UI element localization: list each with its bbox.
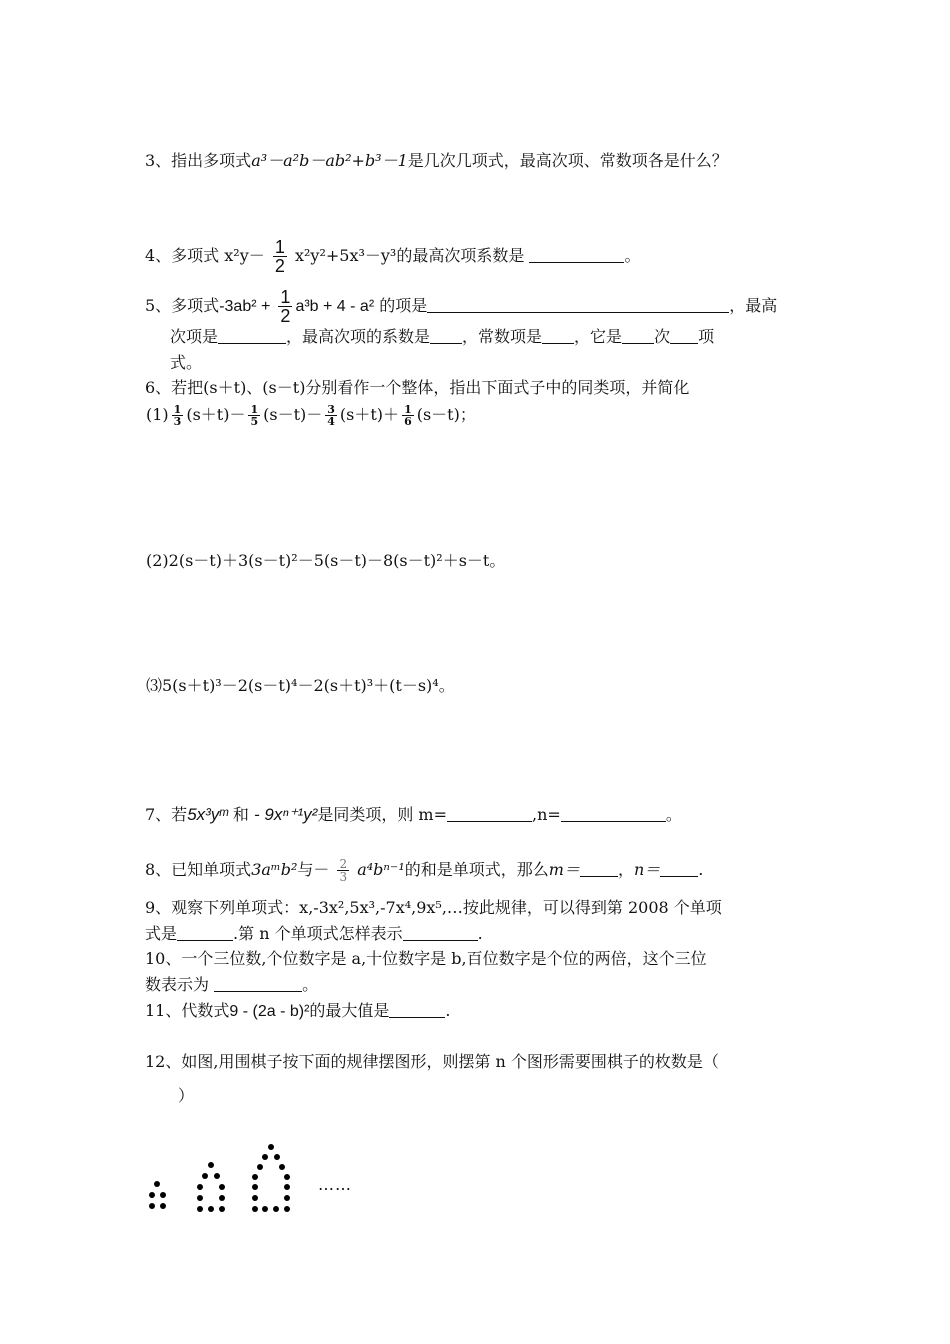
stone xyxy=(257,1164,263,1170)
q7-label: 7、若 xyxy=(145,805,188,824)
question-5-line2 xyxy=(170,326,714,348)
q4-fraction xyxy=(273,238,287,275)
q7-monomial-2: - 9xⁿ⁺¹y² xyxy=(254,805,318,824)
question-6-part1 xyxy=(146,404,476,427)
q6-term-4: (s－t)； xyxy=(416,405,476,424)
question-7 xyxy=(145,804,682,826)
question-10: 10、一个三位数,个位数字是 a,十位数字是 b,百位数字是个位的两倍，这个三位 xyxy=(145,949,707,968)
stone xyxy=(284,1195,290,1201)
q5-frac-num: 1 xyxy=(280,287,291,307)
question-5 xyxy=(145,288,777,325)
stone xyxy=(284,1206,290,1212)
q8-with: 与－ xyxy=(297,860,330,879)
q6-frac-3-den: 4 xyxy=(327,415,335,428)
q6-frac-3-num: 3 xyxy=(327,403,335,416)
question-12-line2: ） xyxy=(178,1086,195,1105)
q5-line2-b: ，最高次项的系数是 xyxy=(286,327,431,346)
q4-frac-den: 2 xyxy=(274,256,285,276)
q5-terms-blank[interactable] xyxy=(427,296,729,313)
q5-constant-blank[interactable] xyxy=(542,327,574,344)
stone xyxy=(284,1184,290,1190)
stone xyxy=(219,1184,225,1190)
stone xyxy=(160,1192,166,1198)
question-6: 6、若把(s＋t)、(s－t)分别看作一个整体，指出下面式子中的同类项，并简化 xyxy=(145,378,690,397)
q5-line2-a: 次项是 xyxy=(170,327,219,346)
q6-term-2: (s－t)－ xyxy=(263,405,323,424)
question-11 xyxy=(145,1000,451,1023)
stone xyxy=(197,1184,203,1190)
q3-expression: a³－a²b－ab²+b³－1 xyxy=(251,151,408,170)
q5-line2-c: ，常数项是 xyxy=(462,327,543,346)
question-9: 9、观察下列单项式：x,-3x²,5x³,-7x⁴,9x⁵,…按此规律，可以得到第 2008 个单项 xyxy=(145,898,722,917)
q10-line2: 数表示为 xyxy=(145,975,210,994)
q10-answer-blank[interactable] xyxy=(214,975,302,992)
q3-label: 3、指出多项式 xyxy=(145,151,252,170)
q7-m-blank[interactable] xyxy=(447,805,532,822)
q11-end: . xyxy=(445,1001,451,1020)
q7-end: 。 xyxy=(665,805,682,824)
q6-p1-label: (1) xyxy=(146,405,169,424)
figure-ellipsis: …… xyxy=(318,1175,352,1194)
q4-frac-num: 1 xyxy=(274,237,285,257)
q6-frac-4-den: 6 xyxy=(404,415,412,428)
q6-frac-1 xyxy=(172,404,184,427)
q6-frac-1-num: 1 xyxy=(173,403,182,416)
stone xyxy=(262,1206,268,1212)
q10-end: 。 xyxy=(302,975,319,994)
q3-tail: 是几次几项式，最高次项、常数项各是什么？ xyxy=(407,151,728,170)
stone xyxy=(268,1144,274,1150)
q9-nth-blank[interactable] xyxy=(403,924,478,941)
q5-line2-f: 项 xyxy=(698,327,715,346)
question-6-part3: ⑶5(s＋t)³－2(s－t)⁴－2(s＋t)³＋(t－s)⁴。 xyxy=(146,676,455,695)
question-8 xyxy=(145,858,703,883)
q5-coefficient-blank[interactable] xyxy=(430,327,462,344)
q5-mid: 的项是 xyxy=(379,296,428,315)
q9-line2-a: 式是 xyxy=(145,924,178,943)
q6-frac-4 xyxy=(402,404,414,427)
q8-n-blank[interactable] xyxy=(660,860,698,877)
q11-tail: 的最大值是 xyxy=(309,1001,390,1020)
stone xyxy=(149,1203,155,1209)
question-5-line3: 式。 xyxy=(170,353,203,372)
q6-frac-1-den: 3 xyxy=(173,415,182,428)
stone xyxy=(273,1206,279,1212)
q5-count-blank[interactable] xyxy=(670,327,698,344)
q8-label: 8、已知单项式 xyxy=(145,860,252,879)
stone xyxy=(160,1203,166,1209)
q5-degree-blank[interactable] xyxy=(622,327,654,344)
stone xyxy=(202,1173,208,1179)
q6-frac-3 xyxy=(325,404,337,427)
stone xyxy=(252,1184,258,1190)
q8-m: m＝ xyxy=(548,860,580,879)
q5-fraction xyxy=(278,288,292,325)
q5-expr-b: a³b + 4 - a² xyxy=(295,298,375,315)
question-9-line2 xyxy=(145,923,483,945)
q8-expr-1: 3aᵐb² xyxy=(251,860,298,879)
q4-answer-blank[interactable] xyxy=(529,246,624,263)
q8-n: n＝ xyxy=(633,860,661,879)
q8-end: . xyxy=(698,860,704,879)
q11-expression: 9 - (2a - b)² xyxy=(229,1003,310,1020)
question-10-line2 xyxy=(145,974,318,996)
q7-monomial-1: 5x³yᵐ xyxy=(187,805,228,824)
stone xyxy=(252,1174,258,1180)
stone xyxy=(154,1181,160,1187)
q8-mid: 的和是单项式，那么 xyxy=(404,860,549,879)
q9-line2-c: . xyxy=(477,924,483,943)
q7-mid: 是同类项，则 m= xyxy=(317,805,448,824)
q6-term-3: (s＋t)＋ xyxy=(339,405,400,424)
stone xyxy=(208,1162,214,1168)
question-6-part2: (2)2(s－t)＋3(s－t)²－5(s－t)－8(s－t)²＋s－t。 xyxy=(146,551,506,570)
q11-answer-blank[interactable] xyxy=(389,1001,445,1018)
q6-term-1: (s＋t)－ xyxy=(186,405,246,424)
stone xyxy=(262,1154,268,1160)
stone xyxy=(274,1154,280,1160)
q4-label: 4、多项式 xyxy=(145,246,220,265)
q5-expr-a: -3ab² + xyxy=(219,298,271,315)
q8-fraction xyxy=(337,858,349,883)
q9-term-blank[interactable] xyxy=(177,924,233,941)
q4-end: 。 xyxy=(624,246,641,265)
stone xyxy=(219,1195,225,1201)
question-4 xyxy=(145,238,640,275)
stone xyxy=(149,1192,155,1198)
q8-expr-2: a⁴bⁿ⁻¹ xyxy=(357,860,405,879)
q6-frac-2-num: 1 xyxy=(250,403,259,416)
q9-line2-b: .第 n 个单项式怎样表示 xyxy=(233,924,403,943)
q5-highest-term-blank[interactable] xyxy=(218,327,286,344)
stone xyxy=(219,1206,225,1212)
q7-n-blank[interactable] xyxy=(561,805,666,822)
stone xyxy=(279,1164,285,1170)
q5-line2-d: ，它是 xyxy=(574,327,623,346)
stone xyxy=(252,1206,258,1212)
q7-n: ,n= xyxy=(532,805,561,824)
q5-label: 5、多项式 xyxy=(145,296,220,315)
q4-part1: x²y－ xyxy=(224,246,265,265)
stone xyxy=(197,1195,203,1201)
q8-frac-num: 2 xyxy=(339,857,348,871)
stone xyxy=(208,1206,214,1212)
q8-frac-den: 3 xyxy=(339,870,348,884)
q7-and: 和 xyxy=(232,805,249,824)
q5-end: ，最高 xyxy=(729,296,778,315)
stone xyxy=(252,1195,258,1201)
q6-frac-4-num: 1 xyxy=(404,403,412,416)
q5-frac-den: 2 xyxy=(280,306,291,326)
q4-part2: x²y²+5x³－y³的最高次项系数是 xyxy=(294,246,525,265)
stone xyxy=(197,1206,203,1212)
q6-frac-2 xyxy=(248,404,260,427)
q5-line2-e: 次 xyxy=(654,327,671,346)
question-3 xyxy=(145,150,728,172)
q11-label: 11、代数式 xyxy=(145,1001,230,1020)
stone xyxy=(214,1173,220,1179)
question-12: 12、如图,用围棋子按下面的规律摆图形，则摆第 n 个图形需要围棋子的枚数是（ xyxy=(145,1052,719,1071)
q6-frac-2-den: 5 xyxy=(250,415,259,428)
stone xyxy=(284,1174,290,1180)
q8-m-blank[interactable] xyxy=(580,860,618,877)
q8-comma: ， xyxy=(617,860,634,879)
